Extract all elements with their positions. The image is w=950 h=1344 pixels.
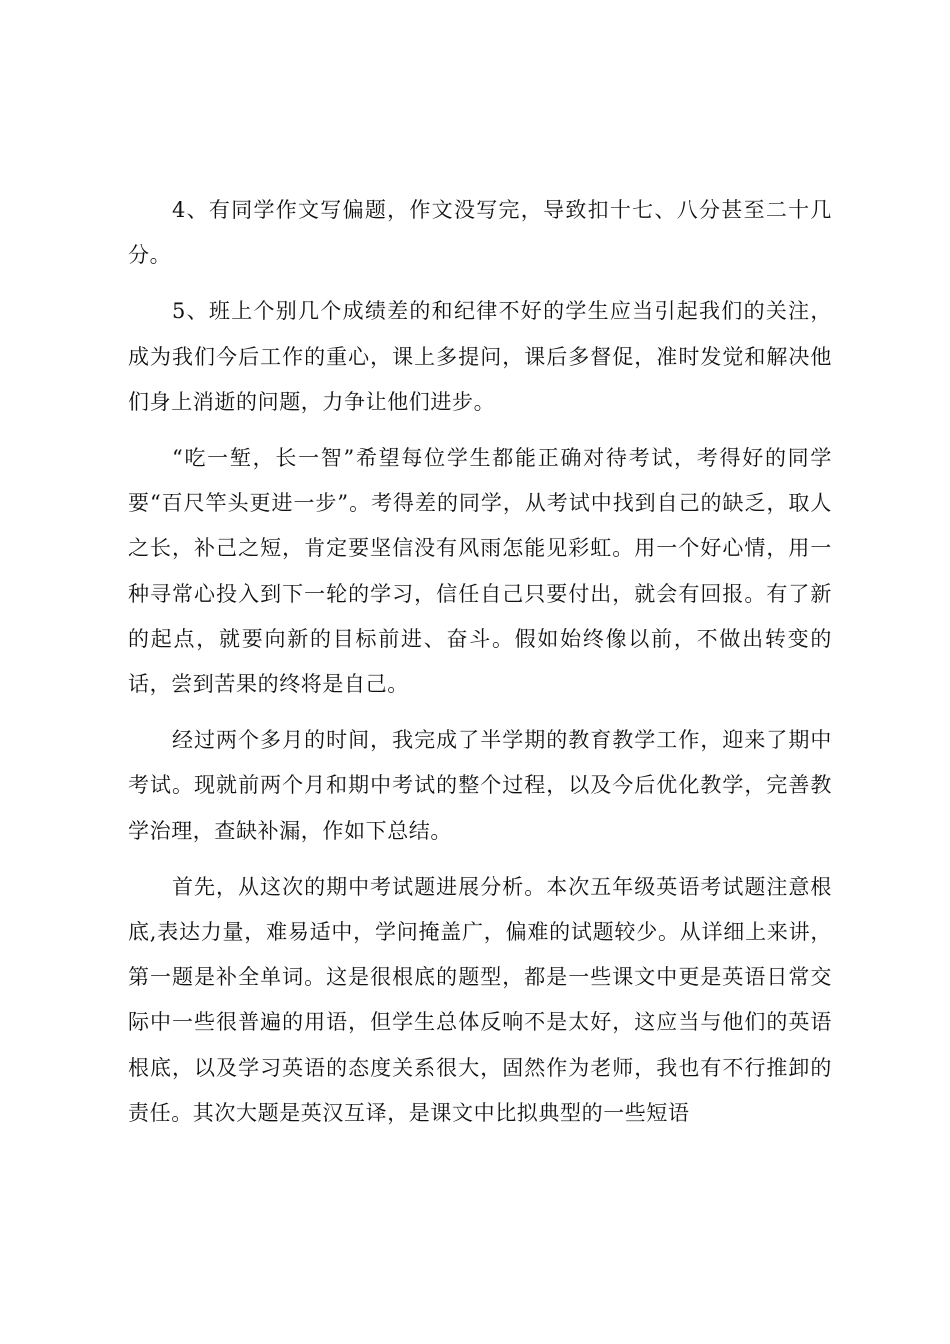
paragraph-1: 4、有同学作文写偏题，作文没写完，导致扣十七、八分甚至二十几分。 xyxy=(128,198,832,268)
paragraph-3: “吃一堑，长一智”希望每位学生都能正确对待考试，考得好的同学要“百尺竿头更进一步”。考得差的同学，从考试中找到自己的缺乏，取人之长，补己之短，肯定要坚信没有风雨怎能见彩虹。用一个好心情，用一种寻常心投入到下一轮的学习，信任自己只要付出，就会有回报。有了新的起点，就要向新的目标前进、奋斗。假如始终像以前，不做出转变的话，尝到苦果的终将是自己。 xyxy=(128,446,832,697)
paragraph-5: 首先，从这次的期中考试题进展分析。本次五年级英语考试题注意根底,表达力量，难易适中，学问掩盖广，偏难的试题较少。从详细上来讲，第一题是补全单词。这是很根底的题型，都是一些课文中更是英语日常交际中一些很普遍的用语，但学生总体反响不是太好，这应当与他们的英语根底，以及学习英语的态度关系很大，固然作为老师，我也有不行推卸的责任。其次大题是英汉互译，是课文中比拟典型的一些短语 xyxy=(128,874,832,1125)
paragraph-2: 5、班上个别几个成绩差的和纪律不好的学生应当引起我们的关注，成为我们今后工作的重心，课上多提问，课后多督促，准时发觉和解决他们身上消逝的问题，力争让他们进步。 xyxy=(128,299,832,414)
paragraph-4: 经过两个多月的时间，我完成了半学期的教育教学工作，迎来了期中考试。现就前两个月和期中考试的整个过程，以及今后优化教学，完善教学治理，查缺补漏，作如下总结。 xyxy=(128,728,832,843)
document-body xyxy=(128,188,832,1147)
